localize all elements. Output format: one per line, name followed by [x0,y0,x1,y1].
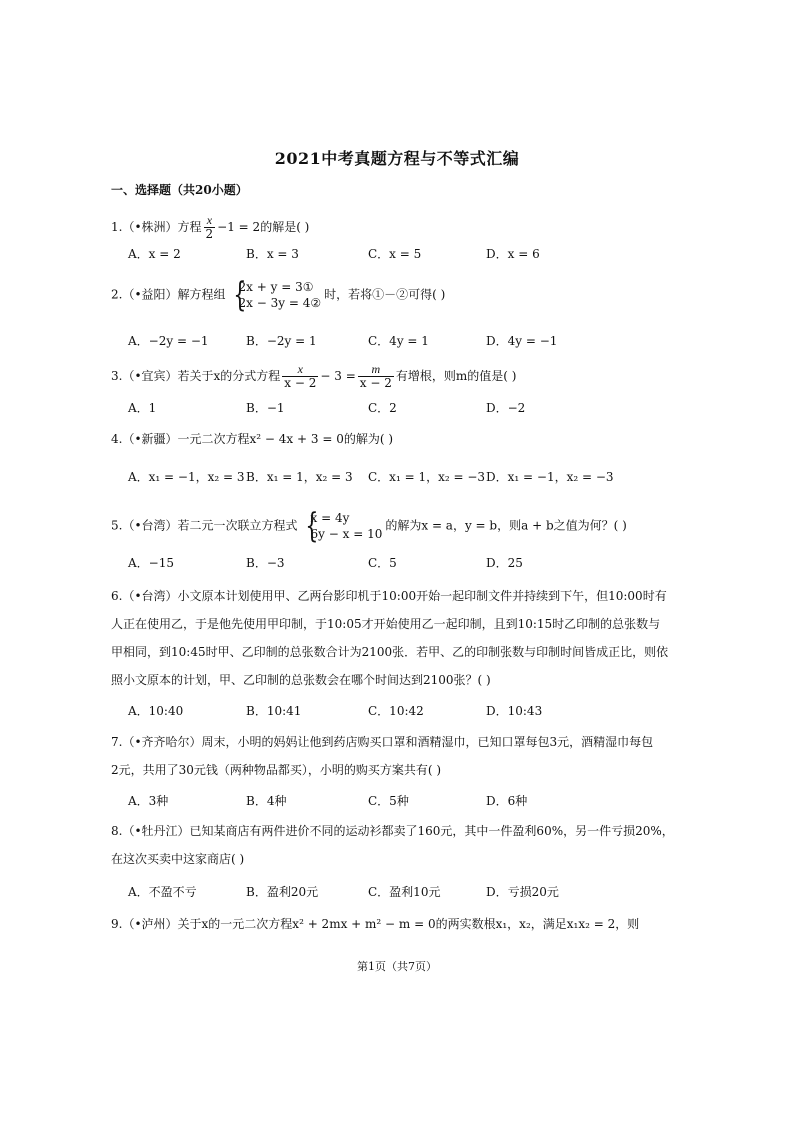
question-5 [111,506,627,546]
q1-prefix: 1.（•株洲）方程 [111,220,202,234]
q3-option-a: A．1 [128,401,157,415]
q1-option-c: C．x = 5 [368,247,422,261]
q1-option-d: D．x = 6 [486,247,540,261]
q6-option-c: C．10:42 [368,704,424,718]
q8-option-b: B．盈利20元 [246,885,319,899]
q5-option-b: B．−3 [246,556,285,570]
q5-option-a: A．−15 [128,556,174,570]
question-7-line-1: 7.（•齐齐哈尔）周末，小明的妈妈让他到药店购买口罩和酒精湿巾，已知口罩每包3元，酒精湿巾每包 [111,735,654,749]
section-heading: 一、选择题（共20小题） [111,183,248,197]
q7-option-b: B．4种 [246,794,287,808]
q8-option-d: D．亏损20元 [486,885,559,899]
q4-option-d: D．x₁ = −1，x₂ = −3 [486,470,614,484]
question-6-line-3: 甲相同，到10:45时甲、乙印制的总张数合计为2100张．若甲、乙的印制张数与印制时间皆成正比，则依 [111,645,669,659]
q3-fraction-1: $\frac{x}{x - 2}$ [284,362,317,390]
question-4: 4.（•新疆）一元二次方程x² − 4x + 3 = 0的解为( ) [111,432,394,446]
question-7-line-2: 2元，共用了30元钱（两种物品都买），小明的购买方案共有( ) [111,763,442,777]
q6-option-d: D．10:43 [486,704,543,718]
q3-option-b: B．−1 [246,401,285,415]
document-title: 2021中考真题方程与不等式汇编 [274,149,520,168]
q2-option-c: C．4y = 1 [368,334,429,348]
q2-option-b: B．−2y = 1 [246,334,317,348]
q5-suffix: 的解为x = a，y = b，则a + b之值为何？( ) [385,518,627,533]
q2-equation-system: { 2x + y = 3① 2x − 3y = 4② [232,275,322,315]
q3-fraction-2: $\frac{m}{x - 2}$ [359,362,392,390]
q1-suffix: 的解是( ) [260,220,310,234]
q1-option-b: B．x = 3 [246,247,299,261]
question-3 [111,363,516,390]
q7-option-a: A．3种 [128,794,169,808]
q7-option-d: D．6种 [486,794,528,808]
q4-option-c: C．x₁ = 1，x₂ = −3 [368,470,486,484]
q2-suffix: 时，若将①－②可得( ) [324,287,446,302]
q3-suffix: 有增根，则m的值是( ) [395,369,517,383]
q3-option-c: C．2 [368,401,397,415]
q5-equation-system: { x = 4y 6y − x = 10 [304,506,383,546]
q2-prefix: 2.（•益阳）解方程组 [111,287,226,302]
q6-option-b: B．10:41 [246,704,302,718]
q1-equation-rest: −1 = 2 [217,220,261,234]
q3-equation-mid: − 3 = [320,369,356,383]
question-1 [111,214,309,241]
question-8-line-1: 8.（•牡丹江）已知某商店有两件进价不同的运动衫都卖了160元，其中一件盈利60%，另一件亏损20%， [111,824,674,838]
q6-option-a: A．10:40 [128,704,184,718]
question-8-line-2: 在这次买卖中这家商店( ) [111,852,245,866]
q2-option-a: A．−2y = −1 [128,334,209,348]
q3-prefix: 3.（•宜宾）若关于x的分式方程 [111,369,281,383]
q2-option-d: D．4y = −1 [486,334,558,348]
q8-option-c: C．盈利10元 [368,885,441,899]
question-6-line-4: 照小文原本的计划，甲、乙印制的总张数会在哪个时间达到2100张？( ) [111,673,491,687]
q5-prefix: 5.（•台湾）若二元一次联立方程式 [111,518,298,533]
q7-option-c: C．5种 [368,794,409,808]
q3-option-d: D．−2 [486,401,526,415]
q4-option-a: A．x₁ = −1，x₂ = 3 [128,470,245,484]
question-6-line-2: 人正在使用乙，于是他先使用甲印制，于10:05才开始使用乙一起印制，且到10:15时乙印制的总张数与 [111,617,661,631]
q8-option-a: A．不盈不亏 [128,885,197,899]
q1-option-a: A．x = 2 [128,247,181,261]
page-footer: 第1页（共7页） [357,960,437,973]
q5-option-d: D．25 [486,556,523,570]
q5-option-c: C．5 [368,556,397,570]
question-9: 9.（•泸州）关于x的一元二次方程x² + 2mx + m² − m = 0的两实数根x₁，x₂，满足x₁x₂ = 2，则 [111,917,640,931]
q1-fraction: $\frac{x}{2}$ [205,213,214,241]
question-6-line-1: 6.（•台湾）小文原本计划使用甲、乙两台影印机于10:00开始一起印制文件并持续到下午，但10:00时有 [111,589,667,603]
question-2 [111,275,446,315]
q4-option-b: B．x₁ = 1，x₂ = 3 [246,470,353,484]
